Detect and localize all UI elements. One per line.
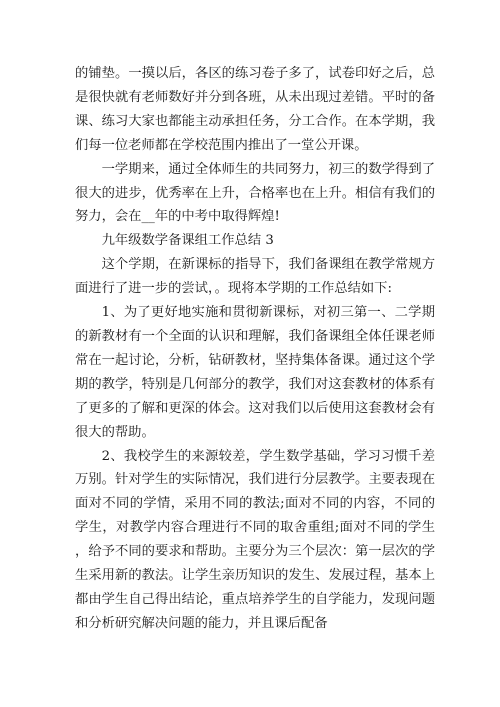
section-title: 九年级数学备课组工作总结 3 — [101, 233, 274, 249]
paragraph-item-2: 2、我校学生的来源较差，学生数学基础，学习习惯千差万别。针对学生的实际情况，我们进行分层教学。主要表现在面对不同的学情，采用不同的教法;面对不同的内容，不同的学生，对教学内容合理进行不同的取舍重组;面对不同的学生，给予不同的要求和帮助。主要分为三个层次：第一层次的学生采用新的教法。让学生亲历知识的发生、发展过程，基本上都由学生自己得出结论，重点培养学生的自学能力，发现问题和分析研究解决问题的能力，并且课后配备 — [75, 448, 435, 631]
paragraph-year-summary: 一学期来，通过全体师生的共同努力，初三的数学得到了很大的进步，优秀率在上升，合格率也在上升。相信有我们的努力，会在__年的中考中取得辉煌! — [75, 161, 435, 225]
document-body — [75, 62, 435, 636]
paragraph-item-1: 1、为了更好地实施和贯彻新课标，对初三第一、二学期的新教材有一个全面的认识和理解，我们备课组全体任课老师常在一起讨论，分析，钻研教材，坚持集体备课。通过这个学期的教学，特别是几何部分的教学，我们对这套教材的体系有了更多的了解和更深的体会。这对我们以后使用这套教材会有很大的帮助。 — [75, 305, 435, 440]
paragraph-continuation: 的铺垫。一摸以后，各区的练习卷子多了，试卷印好之后，总是很快就有老师数好并分到各班，从未出现过差错。平时的备课、练习大家也都能主动承担任务，分工合作。在本学期，我们每一位老师都在学校范围内推出了一堂公开课。 — [75, 66, 435, 153]
paragraph-intro: 这个学期，在新课标的指导下，我们备课组在教学常规方面进行了进一步的尝试，。现将本学期的工作总结如下: — [75, 257, 435, 297]
